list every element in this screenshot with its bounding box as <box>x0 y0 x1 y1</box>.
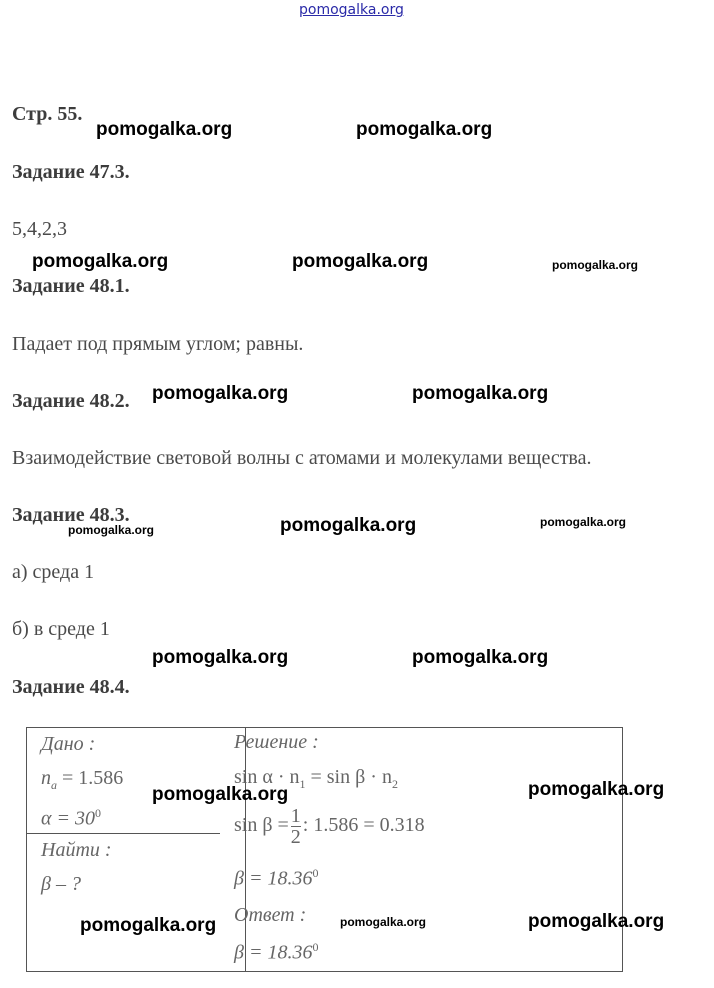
page-header: Стр. 55. <box>12 103 83 125</box>
watermark: pomogalka.org <box>152 647 289 668</box>
watermark: pomogalka.org <box>80 915 217 936</box>
watermark: pomogalka.org <box>528 779 665 800</box>
given-n: $n_a = 1.586$ <box>41 767 124 792</box>
watermark: pomogalka.org <box>340 915 427 929</box>
watermark: pomogalka.org <box>540 515 627 529</box>
task-title: Задание 47.3. <box>12 161 130 183</box>
watermark: pomogalka.org <box>412 647 549 668</box>
watermark: pomogalka.org <box>68 523 155 537</box>
task-title: Задание 48.4. <box>12 676 130 698</box>
task-title: Задание 48.1. <box>12 275 130 297</box>
watermark: pomogalka.org <box>412 383 549 404</box>
solution-label: Решение : <box>234 731 319 753</box>
watermark: pomogalka.org <box>552 258 639 272</box>
watermark: pomogalka.org <box>528 911 665 932</box>
watermark: pomogalka.org <box>292 251 429 272</box>
watermark: pomogalka.org <box>96 119 233 140</box>
fraction: $\frac{1}{2}$ <box>290 805 301 848</box>
watermark: pomogalka.org <box>356 119 493 140</box>
task-answer: 5,4,2,3 <box>12 218 67 240</box>
answer-label: Ответ : <box>234 904 307 926</box>
task-answer-b: б) в среде 1 <box>12 618 110 640</box>
watermark: pomogalka.org <box>152 383 289 404</box>
table-divider-vertical <box>245 728 246 971</box>
task-title: Задание 48.3. <box>12 504 130 526</box>
table-divider-horizontal <box>27 833 220 834</box>
watermark: pomogalka.org <box>280 515 417 536</box>
task-answer: Взаимодействие световой волны с атомами и молекулами вещества. <box>12 447 592 469</box>
equation-3: $\beta = 18.36^0$ <box>234 866 319 890</box>
given-label: Дано : <box>41 733 96 755</box>
find-beta: β – ? <box>41 873 81 895</box>
watermark: pomogalka.org <box>152 784 289 805</box>
site-link[interactable]: pomogalka.org <box>299 2 404 18</box>
equation-2: sin β = $\frac{1}{2}$ : 1.586 = 0.318 <box>234 805 425 848</box>
task-answer-a: а) среда 1 <box>12 561 95 583</box>
find-label: Найти : <box>41 839 112 861</box>
given-alpha: $\alpha = 30^0$ <box>41 806 101 830</box>
watermark: pomogalka.org <box>32 251 169 272</box>
final-answer: $\beta = 18.36^0$ <box>234 940 319 964</box>
equation-1: $\sin \alpha \cdot n_1 = \sin \beta \cdot n_2$ <box>234 766 398 791</box>
task-answer: Падает под прямым углом; равны. <box>12 333 304 355</box>
task-title: Задание 48.2. <box>12 390 130 412</box>
